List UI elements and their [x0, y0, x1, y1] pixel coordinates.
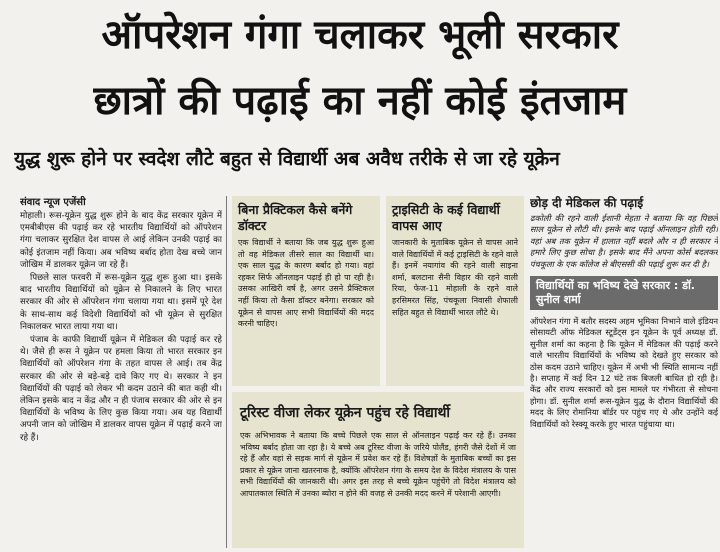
headline-line-2: छात्रों की पढ़ाई का नहीं कोई इंतजाम — [93, 78, 627, 124]
box-text: एक विद्यार्थी ने बताया कि जब युद्ध शुरू हुआ तो वह मेडिकल तीसरे साल का विद्यार्थी था। एक साल युद्ध के कारण बर्बाद हो गया। वहां रहकर सिर्फ ऑनलाइन पढ़ाई ही हो पा रही है। उसका आखिरी वर्ष है, अगर उसने प्रैक्टिकल नहीं किया तो कैसा डॉक्टर बनेगा। सरकार को यूक्रेन से वापस आए सभी विद्यार्थियों की मदद करनी चाहिए। — [238, 238, 374, 329]
article-paragraph: पंजाब के काफी विद्यार्थी यूक्रेन में मेडिकल की पढ़ाई कर रहे थे। जैसे ही रूस ने यूक्रेन पर हमला किया तो भारत सरकार इन विद्यार्थियों को ऑपरेशन गंगा के तहत वापस ले आई। तब केंद्र सरकार की ओर से बड़े-बड़े दावे किए गए थे। सरकार ने इन विद्यार्थियों की पढ़ाई को लेकर भी कदम उठाने की बात कही थी। लेकिन इसके बाद न केंद्र और न ही पंजाब सरकार की ओर से इन विद्यार्थियों के भविष्य के लिए कुछ किया गया। अब यह विद्यार्थी अपनी जान को जोखिम में डालकर वापस यूक्रेन में पढ़ाई करने जा रहे हैं। — [20, 335, 222, 443]
sub-heading-box: विद्यार्थियों का भविष्य देखे सरकार : डॉ. सुनील शर्मा — [530, 276, 718, 310]
box-title: टूरिस्ट वीजा लेकर यूक्रेन पहुंच रहे विद्यार्थी — [240, 405, 451, 421]
sidebar-box-tricity — [386, 196, 524, 386]
right-column-title: छोड़ दी मेडिकल की पढ़ाई — [530, 196, 644, 210]
article-paragraph: मोहाली। रूस-यूक्रेन युद्ध शुरू होने के बाद केंद्र सरकार यूक्रेन में एमबीबीएस की पढ़ाई कर रहे भारतीय विद्यार्थियों को ऑपरेशन गंगा चलाकर सुरक्षित देश वापस ले आई लेकिन उनकी पढ़ाई का कोई इंतजाम नहीं किया। अब भविष्य बर्बाद होता देख बच्चे जान जोखिम में डालकर यूक्रेन जा रहे हैं। — [20, 211, 222, 270]
column-divider — [226, 196, 227, 548]
headline-line-1: ऑपरेशन गंगा चलाकर भूली सरकार — [101, 12, 619, 58]
main-article-body — [20, 210, 222, 444]
main-article-column — [20, 196, 222, 548]
sub-headline: युद्ध शुरू होने पर स्वदेश लौटे बहुत से विद्यार्थी अब अवैध तरीके से जा रहे यूक्रेन — [14, 148, 560, 170]
sidebar-box-tourist-visa — [232, 392, 524, 548]
sub-article-text: ऑपरेशन गंगा में बतौर सदस्य अहम भूमिका निभाने वाले इंडियन सोसायटी ऑफ मेडिकल स्टूडेंट्स इन यूक्रेन के पूर्व अध्यक्ष डॉ. सुनील शर्मा का कहना है कि यूक्रेन में मेडिकल की पढ़ाई करने वाले भारतीय विद्यार्थियों के भविष्य को देखते हुए सरकार को ठोस कदम उठाने चाहिए। यूक्रेन में अभी भी स्थिति सामान्य नहीं है। सप्ताह में कई दिन 12 घंटे तक बिजली बाधित हो रही है। केंद्र और राज्य सरकारों को इस मामले पर गंभीरता से सोचना होगा। डॉ. सुनील शर्मा रूस-यूक्रेन युद्ध के दौरान विद्यार्थियों की मदद के लिए रोमानिया बॉर्डर पर पहुंच गए थे और उन्होंने कई विद्यार्थियों को रेस्क्यू करके हुए भारत पहुंचाया था। — [530, 316, 718, 429]
box-text: जानकारी के मुताबिक यूक्रेन से वापस आने वाले विद्यार्थियों में कई ट्राइसिटी के रहने वाले हैं। इनमें नयागांव की रहने वाली साइना शर्मा, बलटाना सैनी विहार की रहने वाली रिया, फेज-11 मोहाली के रहने वाले हरसिमरत सिंह, पंचकूला निवासी शेफाली सहित बहुत से विद्यार्थी भारत लौटे थे। — [392, 238, 518, 317]
box-title: ट्राइसिटी के कई विद्यार्थी वापस आए — [392, 202, 500, 233]
box-text: एक अभिभावक ने बताया कि बच्चे पिछले एक साल से ऑनलाइन पढ़ाई कर रहे हैं। उनका भविष्य बर्बाद होता जा रहा है। ये बच्चे अब टूरिस्ट वीजा के जरिये पोलैंड, हंगरी जैसे देशों में जा रहे हैं और वहां से सड़क मार्ग से यूक्रेन में प्रवेश कर रहे हैं। विशेषज्ञों के मुताबिक बच्चों का इस प्रकार से यूक्रेन जाना खतरनाक है, क्योंकि ऑपरेशन गंगा के समय देश के विदेश मंत्रालय के पास सभी विद्यार्थियों की जानकारी थी। अगर इस तरह से बच्चे यूक्रेन पहुंचेंगे तो विदेश मंत्रालय को आपातकाल स्थिति में उनका ब्योरा न होने की वजह से उनकी मदद करने में परेशानी आएगी। — [240, 431, 516, 498]
article-paragraph: पिछले साल फरवरी में रूस-यूक्रेन युद्ध शुरू हुआ था। इसके बाद भारतीय विद्यार्थियों को यूक्रेन से निकालने के लिए भारत सरकार की ओर से ऑपरेशन गंगा चलाया गया था। इसमें पूरे देश के साथ-साथ कई विदेशी विद्यार्थियों को भी यूक्रेन से सुरक्षित निकालकर भारत लाया गया था। — [20, 273, 222, 332]
right-column — [530, 196, 718, 548]
sidebar-box-practical — [232, 196, 380, 386]
box-title: बिना प्रैक्टिकल कैसे बनेंगे डॉक्टर — [238, 202, 353, 233]
byline: संवाद न्यूज एजेंसी — [20, 197, 86, 208]
quote-text: ढकोली की रहने वाली ईशानी मेहता ने बताया कि वह पिछले साल यूक्रेन से लौटी थी। इसके बाद पढ़ाई ऑनलाइन होती रही। वहां अब तक यूक्रेन में हालात नहीं बदले और न ही सरकार ने हमारे लिए कुछ सोचा है। इसके बाद मैंने अपना कोर्स बदलकर पंचकूला के एक कॉलेज से बीएससी की पढ़ाई शुरू कर दी है। — [530, 213, 718, 269]
